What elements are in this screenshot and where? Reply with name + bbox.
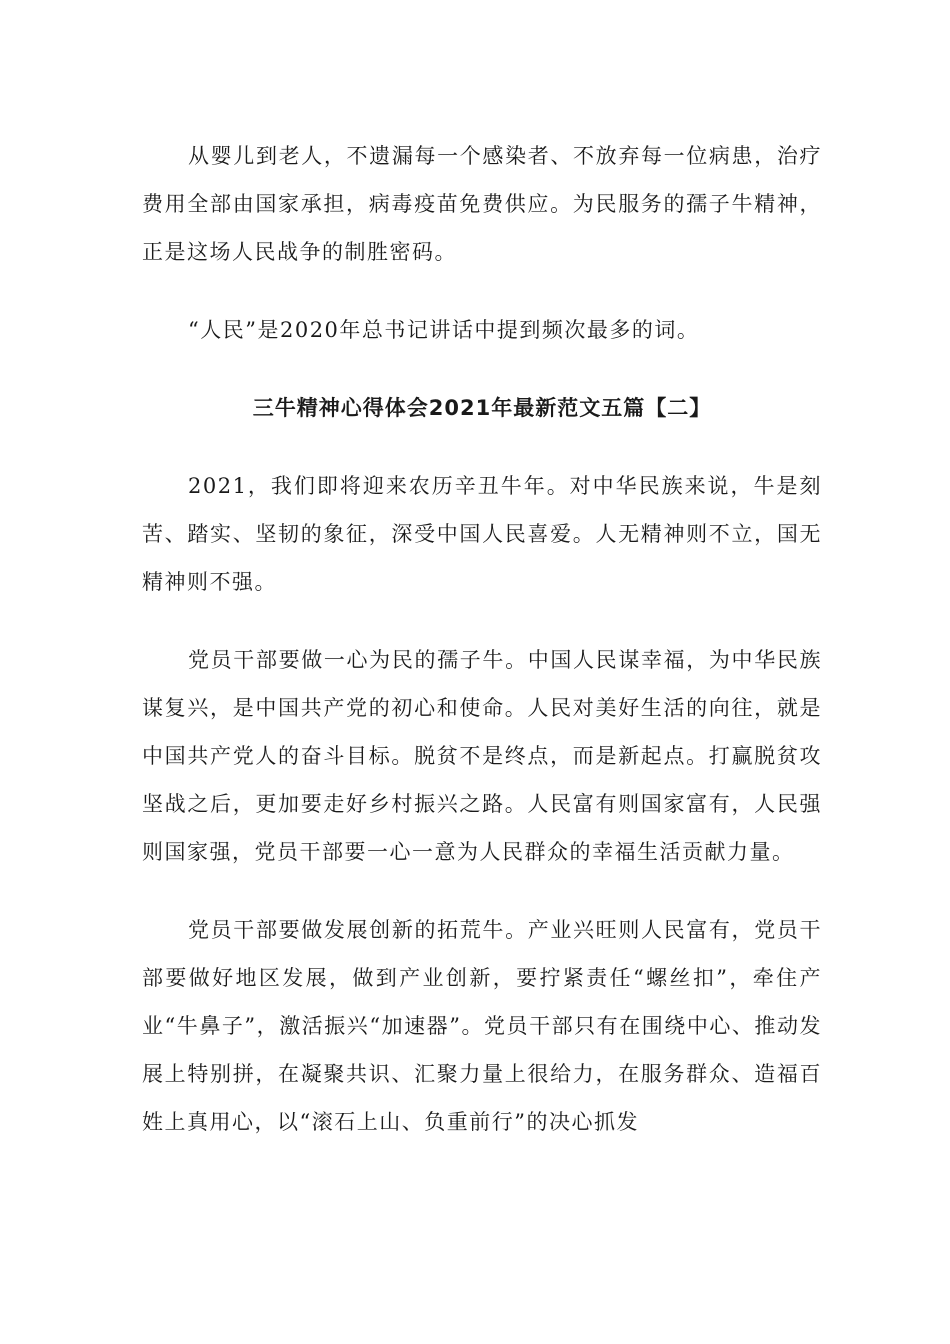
section-heading: 三牛精神心得体会2021年最新范文五篇【二】 — [252, 396, 712, 420]
paragraph: 从婴儿到老人，不遗漏每一个感染者、不放弃每一位病患，治疗费用全部由国家承担，病毒疫苗免费供应。为民服务的孺子牛精神，正是这场人民战争的制胜密码。 — [142, 144, 822, 264]
paragraph: 党员干部要做发展创新的拓荒牛。产业兴旺则人民富有，党员干部要做好地区发展，做到产业创新，要拧紧责任“螺丝扣”，牵住产业“牛鼻子”，激活振兴“加速器”。党员干部只有在围绕中心、推动发展上特别拼，在凝聚共识、汇聚力量上很给力，在服务群众、造福百姓上真用心，以“滚石上山、负重前行”的决心抓发 — [142, 918, 822, 1134]
paragraph: “人民”是2020年总书记讲话中提到频次最多的词。 — [188, 318, 700, 342]
paragraph: 党员干部要做一心为民的孺子牛。中国人民谋幸福，为中华民族谋复兴，是中国共产党的初心和使命。人民对美好生活的向往，就是中国共产党人的奋斗目标。脱贫不是终点，而是新起点。打赢脱贫攻坚战之后，更加要走好乡村振兴之路。人民富有则国家富有，人民强则国家强，党员干部要一心一意为人民群众的幸福生活贡献力量。 — [142, 648, 822, 864]
paragraph: 2021，我们即将迎来农历辛丑牛年。对中华民族来说，牛是刻苦、踏实、坚韧的象征，深受中国人民喜爱。人无精神则不立，国无精神则不强。 — [142, 474, 822, 594]
document-body — [142, 132, 822, 1176]
